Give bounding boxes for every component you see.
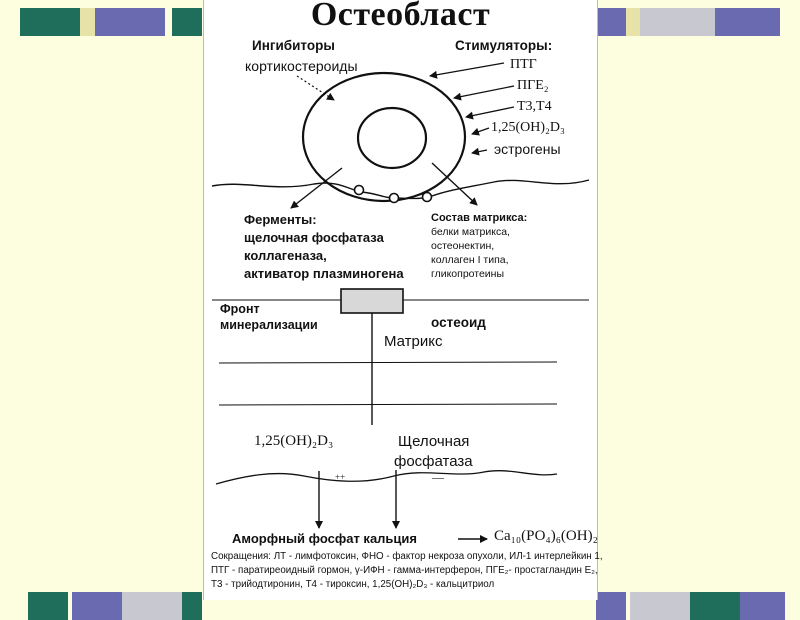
receptor-icon <box>423 193 432 202</box>
alk-label: Щелочная <box>398 433 470 450</box>
band-segment <box>596 592 626 620</box>
stimulators-heading: Стимуляторы: <box>455 38 553 53</box>
mineral-wave <box>216 471 557 484</box>
enzyme-item: коллагеназа, <box>244 248 327 263</box>
slide-title: Остеобласт <box>310 0 491 33</box>
receptor-icon <box>390 194 399 203</box>
product-label: Са₁₀(РО₄)₆(ОН)₂ <box>494 528 598 544</box>
arrow-ptg <box>430 63 504 76</box>
band-segment <box>172 8 202 36</box>
inhibitors-item: кортикостероиды <box>245 58 358 74</box>
arrow-inhibitor <box>297 76 334 100</box>
mineralization-front-box <box>341 289 403 313</box>
vitd-label: 1,25(ОН)₂D₃ <box>254 433 334 449</box>
front-label-2: минерализации <box>220 318 318 332</box>
stimulator-ptg: ПТГ <box>510 57 537 72</box>
receptor-icon <box>355 186 364 195</box>
cell-body <box>303 73 465 201</box>
band-segment <box>630 592 690 620</box>
band-segment <box>715 8 780 36</box>
abbreviation-line: ПТГ - паратиреоидный гормон, γ-ИФН - гамма-интерферон, ПГЕ₂- простагландин Е₂, <box>211 565 598 576</box>
band-segment <box>640 8 715 36</box>
front-label: Фронт <box>220 302 260 316</box>
enzyme-item: активатор плазминогена <box>244 266 404 281</box>
enzymes-heading: Ферменты: <box>244 212 317 227</box>
matrix-label: Матрикс <box>384 333 443 350</box>
plus-mark: ++ <box>335 472 346 482</box>
matrix-line-2 <box>219 404 557 405</box>
stimulator-t3t4: Т3,Т4 <box>517 99 552 114</box>
osteoid-label: остеоид <box>431 315 486 330</box>
matrix-composition-heading: Состав матрикса: <box>431 212 528 224</box>
enzyme-item: щелочная фосфатаза <box>244 230 384 245</box>
inhibitors-heading: Ингибиторы <box>252 38 335 53</box>
matrix-line-1 <box>219 362 557 363</box>
amorphous-label: Аморфный фосфат кальция <box>232 531 417 546</box>
abbreviations-footnote <box>211 550 603 592</box>
cell-nucleus <box>358 108 426 168</box>
alk-label-2: фосфатаза <box>394 453 473 470</box>
band-segment <box>182 592 202 620</box>
band-segment <box>596 8 626 36</box>
band-segment <box>690 592 740 620</box>
minus-mark: — <box>432 470 444 484</box>
cell-surface-line <box>212 180 589 199</box>
stimulator-vitd: 1,25(ОН)₂D₃ <box>491 120 565 135</box>
band-segment <box>740 592 785 620</box>
stimulator-pge2: ПГЕ₂ <box>517 78 549 93</box>
band-segment <box>95 8 165 36</box>
abbreviation-line: Т3 - трийодтиронин, Т4 - тироксин, 1,25(ОН)₂D₃ - кальцитриол <box>211 579 495 590</box>
arrow-estrogen <box>472 150 487 153</box>
arrow-pge2 <box>454 86 514 98</box>
matrix-composition-item: гликопротеины <box>431 268 505 280</box>
abbreviation-line: Сокращения: ЛТ - лимфотоксин, ФНО - фактор некроза опухоли, ИЛ-1 интерлейкин 1, <box>211 551 603 562</box>
stimulator-estrogen: эстрогены <box>494 141 561 157</box>
band-segment <box>28 592 68 620</box>
arrow-t3t4 <box>466 107 514 117</box>
band-segment <box>122 592 182 620</box>
arrow-vitd <box>472 128 489 134</box>
diagram-sheet <box>203 0 603 600</box>
matrix-composition-item: коллаген I типа, <box>431 254 509 266</box>
matrix-composition-item: белки матрикса, <box>431 226 510 238</box>
band-segment <box>72 592 122 620</box>
band-segment <box>20 8 80 36</box>
matrix-composition-item: остеонектин, <box>431 240 495 252</box>
